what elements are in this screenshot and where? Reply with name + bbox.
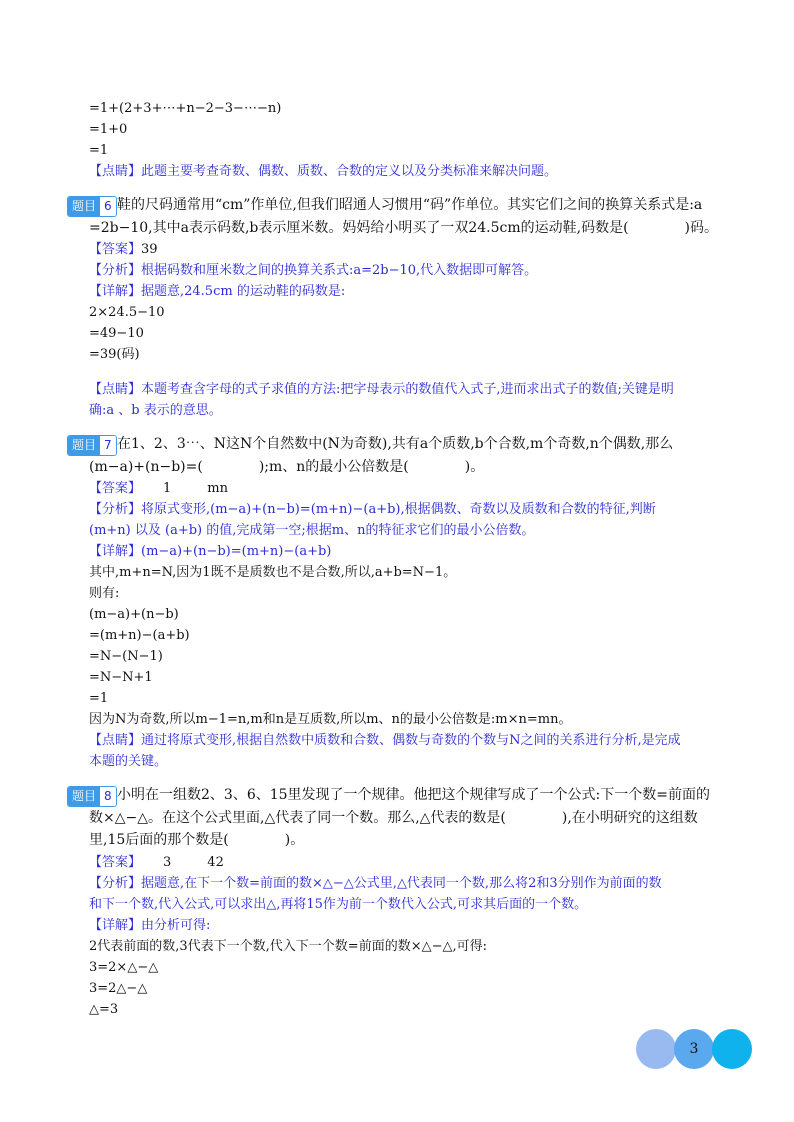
calc-line: =N−N+1 xyxy=(89,670,153,685)
calc-line: =49−10 xyxy=(89,326,144,341)
badge-number: 6 xyxy=(100,197,116,216)
calc-line: △=3 xyxy=(89,1001,119,1017)
analysis-line: 【分析】根据码数和厘米数之间的换算关系式:a=2b−10,代入数据即可解答。 xyxy=(89,263,538,278)
page-content xyxy=(72,98,749,1020)
detail-line: 【详解】由分析可得: xyxy=(89,917,211,933)
point-line: 【点睛】本题考查含字母的式子求值的方法:把字母表示的数值代入式子,进而求出式子的数值;关键是明 xyxy=(89,382,674,397)
badge-number: 8 xyxy=(100,787,116,806)
answer-value: 42 xyxy=(207,854,224,870)
answer-tag: 【答案】 xyxy=(89,242,142,257)
answer-tag: 【答案】 xyxy=(89,481,142,496)
badge-label: 题目 xyxy=(68,197,100,216)
decor-circle xyxy=(712,1029,752,1069)
answer-value: 39 xyxy=(141,242,158,257)
answer-value: 3 xyxy=(163,854,172,870)
question-badge xyxy=(67,435,117,456)
question-text: =2b−10,其中a表示码数,b表示厘米数。妈妈给小明买了一双24.5cm的运动鞋,码数是( )码。 xyxy=(89,219,719,236)
detail-text: 2代表前面的数,3代表下一个数,代入下一个数=前面的数×△−△,可得: xyxy=(89,938,487,954)
detail-text: 则有: xyxy=(89,586,120,601)
answer-value: mn xyxy=(207,481,228,496)
question-7 xyxy=(72,433,749,456)
analysis-line: (m+n) 以及 (a+b) 的值,完成第一空;根据m、n的特征求它们的最小公倍数。 xyxy=(89,523,535,538)
question-text: 小明在一组数2、3、6、15里发现了一个规律。他把这个规律写成了一个公式:下一个数=前面的 xyxy=(117,787,710,803)
calc-line: =(m+n)−(a+b) xyxy=(89,628,190,643)
calc-line: (m−a)+(n−b) xyxy=(89,607,179,622)
answer-line xyxy=(89,478,749,499)
calc-line: =1+(2+3+⋯+n−2−3−⋯−n) xyxy=(89,101,282,116)
answer-value: 1 xyxy=(163,481,172,496)
question-text: (m−a)+(n−b)=( );m、n的最小公倍数是( )。 xyxy=(89,458,485,475)
answer-line xyxy=(89,852,749,873)
page-number: 3 xyxy=(689,1041,699,1057)
answer-line xyxy=(89,239,749,260)
detail-line: 【详解】(m−a)+(n−b)=(m+n)−(a+b) xyxy=(89,544,332,559)
calc-line: =1 xyxy=(89,143,109,158)
question-text: 鞋的尺码通常用“cm”作单位,但我们昭通人习惯用“码”作单位。其实它们之间的换算关系式是:a xyxy=(117,197,703,213)
question-text: 在1、2、3⋯、N这N个自然数中(N为奇数),共有a个质数,b个合数,m个奇数,n个偶数,那么 xyxy=(117,436,674,452)
point-line: 【点睛】此题主要考查奇数、偶数、质数、合数的定义以及分类标准来解决问题。 xyxy=(89,164,558,179)
point-line: 确:a 、b 表示的意思。 xyxy=(89,403,222,418)
calc-line: 3=2×△−△ xyxy=(89,959,159,975)
badge-label: 题目 xyxy=(68,436,100,455)
question-8 xyxy=(72,784,749,807)
calc-line: =1+0 xyxy=(89,122,128,137)
decor-circle xyxy=(636,1029,676,1069)
calc-line: =N−(N−1) xyxy=(89,649,163,664)
detail-line: 【详解】据题意,24.5cm 的运动鞋的码数是: xyxy=(89,284,346,299)
answer-tag: 【答案】 xyxy=(89,854,142,870)
badge-number: 7 xyxy=(100,436,116,455)
analysis-line: 和下一个数,代入公式,可以求出△,再将15作为前一个数代入公式,可求其后面的一个数。 xyxy=(89,896,588,912)
detail-text: 因为N为奇数,所以m−1=n,m和n是互质数,所以m、n的最小公倍数是:m×n=mn。 xyxy=(89,712,572,727)
analysis-line: 【分析】据题意,在下一个数=前面的数×△−△公式里,△代表同一个数,那么将2和3分别作为前面的数 xyxy=(89,875,662,891)
calc-line: =39(码) xyxy=(89,347,140,362)
calc-line: =1 xyxy=(89,691,109,706)
calc-line: 3=2△−△ xyxy=(89,980,148,996)
question-badge xyxy=(67,196,117,217)
page-number-badge xyxy=(636,1029,752,1069)
calc-line: 2×24.5−10 xyxy=(89,305,165,320)
question-badge xyxy=(67,786,117,807)
detail-text: 其中,m+n=N,因为1既不是质数也不是合数,所以,a+b=N−1。 xyxy=(89,565,457,580)
question-text: 数×△−△。在这个公式里面,△代表了同一个数。那么,△代表的数是( ),在小明研究的这组数 xyxy=(89,809,698,826)
point-line: 【点睛】通过将原式变形,根据自然数中质数和合数、偶数与奇数的个数与N之间的关系进行分析,是完成 xyxy=(89,733,681,748)
badge-label: 题目 xyxy=(68,787,100,806)
analysis-line: 【分析】将原式变形,(m−a)+(n−b)=(m+n)−(a+b),根据偶数、奇数以及质数和合数的特征,判断 xyxy=(89,502,656,517)
question-text: 里,15后面的那个数是( )。 xyxy=(89,832,305,848)
point-line: 本题的关键。 xyxy=(89,754,168,769)
question-6 xyxy=(72,194,749,217)
